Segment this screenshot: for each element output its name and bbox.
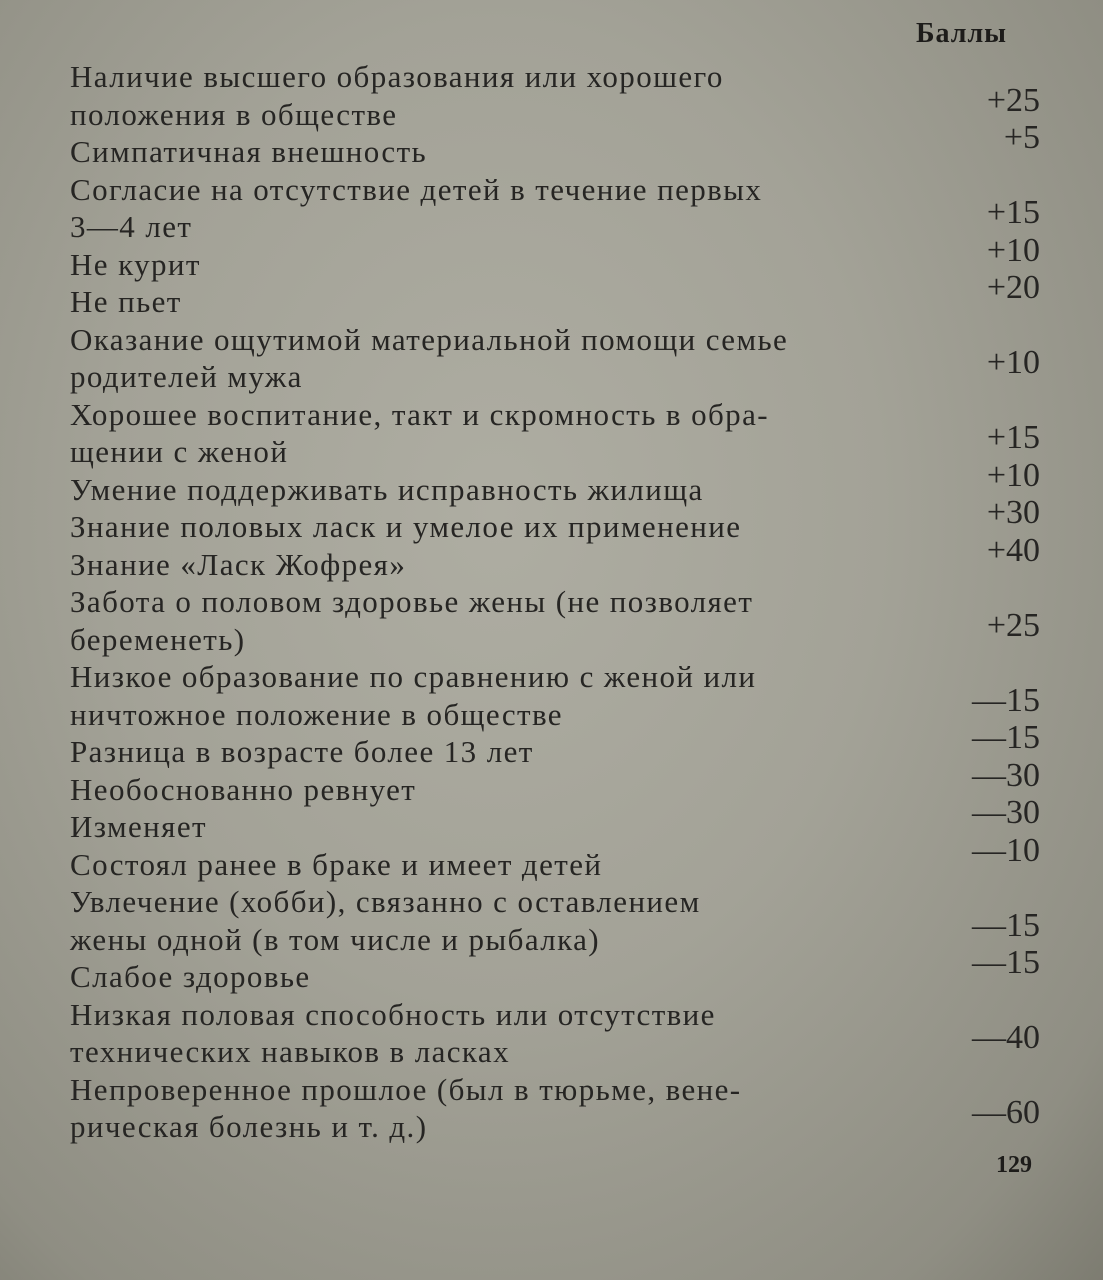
entry-text: Наличие высшего образования или хорошего положения в обществе: [70, 59, 724, 132]
entry-score: —30: [972, 794, 1040, 831]
entry-text: Увлечение (хобби), связанно с оставлением жены одной (в том числе и рыбалка): [70, 884, 701, 957]
entry-text: Знание «Ласк Жофрея»: [70, 546, 407, 582]
entry-score: —10: [972, 831, 1040, 869]
entry-score: +25: [986, 606, 1040, 644]
entry-text: Низкая половая способность или отсутствие технических навыков в ласках: [70, 996, 716, 1069]
entry-score: —15: [972, 944, 1040, 981]
entry-score: +15: [986, 419, 1040, 456]
entry-text: Забота о половом здоровье жены (не позволяет беременеть): [70, 584, 754, 657]
entry-score: —15: [972, 719, 1040, 756]
entry-text: Необоснованно ревнует: [70, 771, 417, 807]
list-item: [70, 231, 1040, 284]
list-item: [70, 171, 1040, 246]
entry-score: +10: [986, 344, 1040, 381]
entry-score: +15: [986, 194, 1040, 231]
list-item: [70, 456, 1040, 509]
score-column-header: Баллы: [916, 18, 1008, 49]
list-item: [70, 1071, 1040, 1146]
list-item: [70, 321, 1040, 396]
list-item: [70, 58, 1040, 133]
entry-text: Разница в возрасте более 13 лет: [70, 734, 534, 769]
entry-text: Состоял ранее в браке и имеет детей: [70, 846, 603, 882]
entry-score: —15: [972, 681, 1040, 719]
entry-score: +25: [986, 81, 1040, 119]
entry-text: Изменяет: [70, 809, 207, 844]
entry-score: +10: [986, 456, 1040, 494]
list-item: [70, 756, 1040, 809]
list-item: [70, 531, 1040, 584]
entry-text: Непроверенное прошлое (был в тюрьме, вене- рическая болезнь и т. д.): [70, 1071, 742, 1144]
entry-score: +10: [986, 231, 1040, 269]
entry-text: Умение поддерживать исправность жилища: [70, 471, 704, 507]
list-item: [70, 794, 1040, 846]
entry-text: Симпатичная внешность: [70, 134, 428, 169]
list-item: [70, 494, 1040, 546]
entry-text: Не пьет: [70, 284, 182, 319]
list-item: [70, 944, 1040, 996]
entry-score: +20: [986, 269, 1040, 306]
entry-text: Оказание ощутимой материальной помощи семье родителей мужа: [70, 321, 789, 394]
entry-score: —15: [972, 906, 1040, 944]
list-item: [70, 719, 1040, 771]
list-item: [70, 119, 1040, 171]
entry-score: +30: [986, 494, 1040, 531]
entry-text: Низкое образование по сравнению с женой или ничтожное положение в обществе: [70, 659, 757, 732]
entry-score: +40: [986, 531, 1040, 569]
entry-score: —30: [972, 756, 1040, 794]
entry-score: —60: [972, 1094, 1040, 1131]
entry-score: +5: [1003, 119, 1040, 156]
entry-text: Знание половых ласк и умелое их применение: [70, 509, 742, 544]
page-number: 129: [996, 1152, 1032, 1178]
criteria-list: [70, 58, 1040, 1146]
entry-text: Хорошее воспитание, такт и скромность в обра- щении с женой: [70, 396, 769, 469]
list-item: [70, 658, 1040, 733]
list-item: [70, 583, 1040, 658]
list-item: [70, 269, 1040, 321]
list-item: [70, 831, 1040, 884]
entry-text: Слабое здоровье: [70, 959, 311, 994]
list-item: [70, 396, 1040, 471]
entry-text: Согласие на отсутствие детей в течение первых 3—4 лет: [70, 171, 763, 244]
entry-text: Не курит: [70, 246, 201, 282]
list-item: [70, 996, 1040, 1071]
entry-score: —40: [972, 1019, 1040, 1056]
list-item: [70, 883, 1040, 958]
